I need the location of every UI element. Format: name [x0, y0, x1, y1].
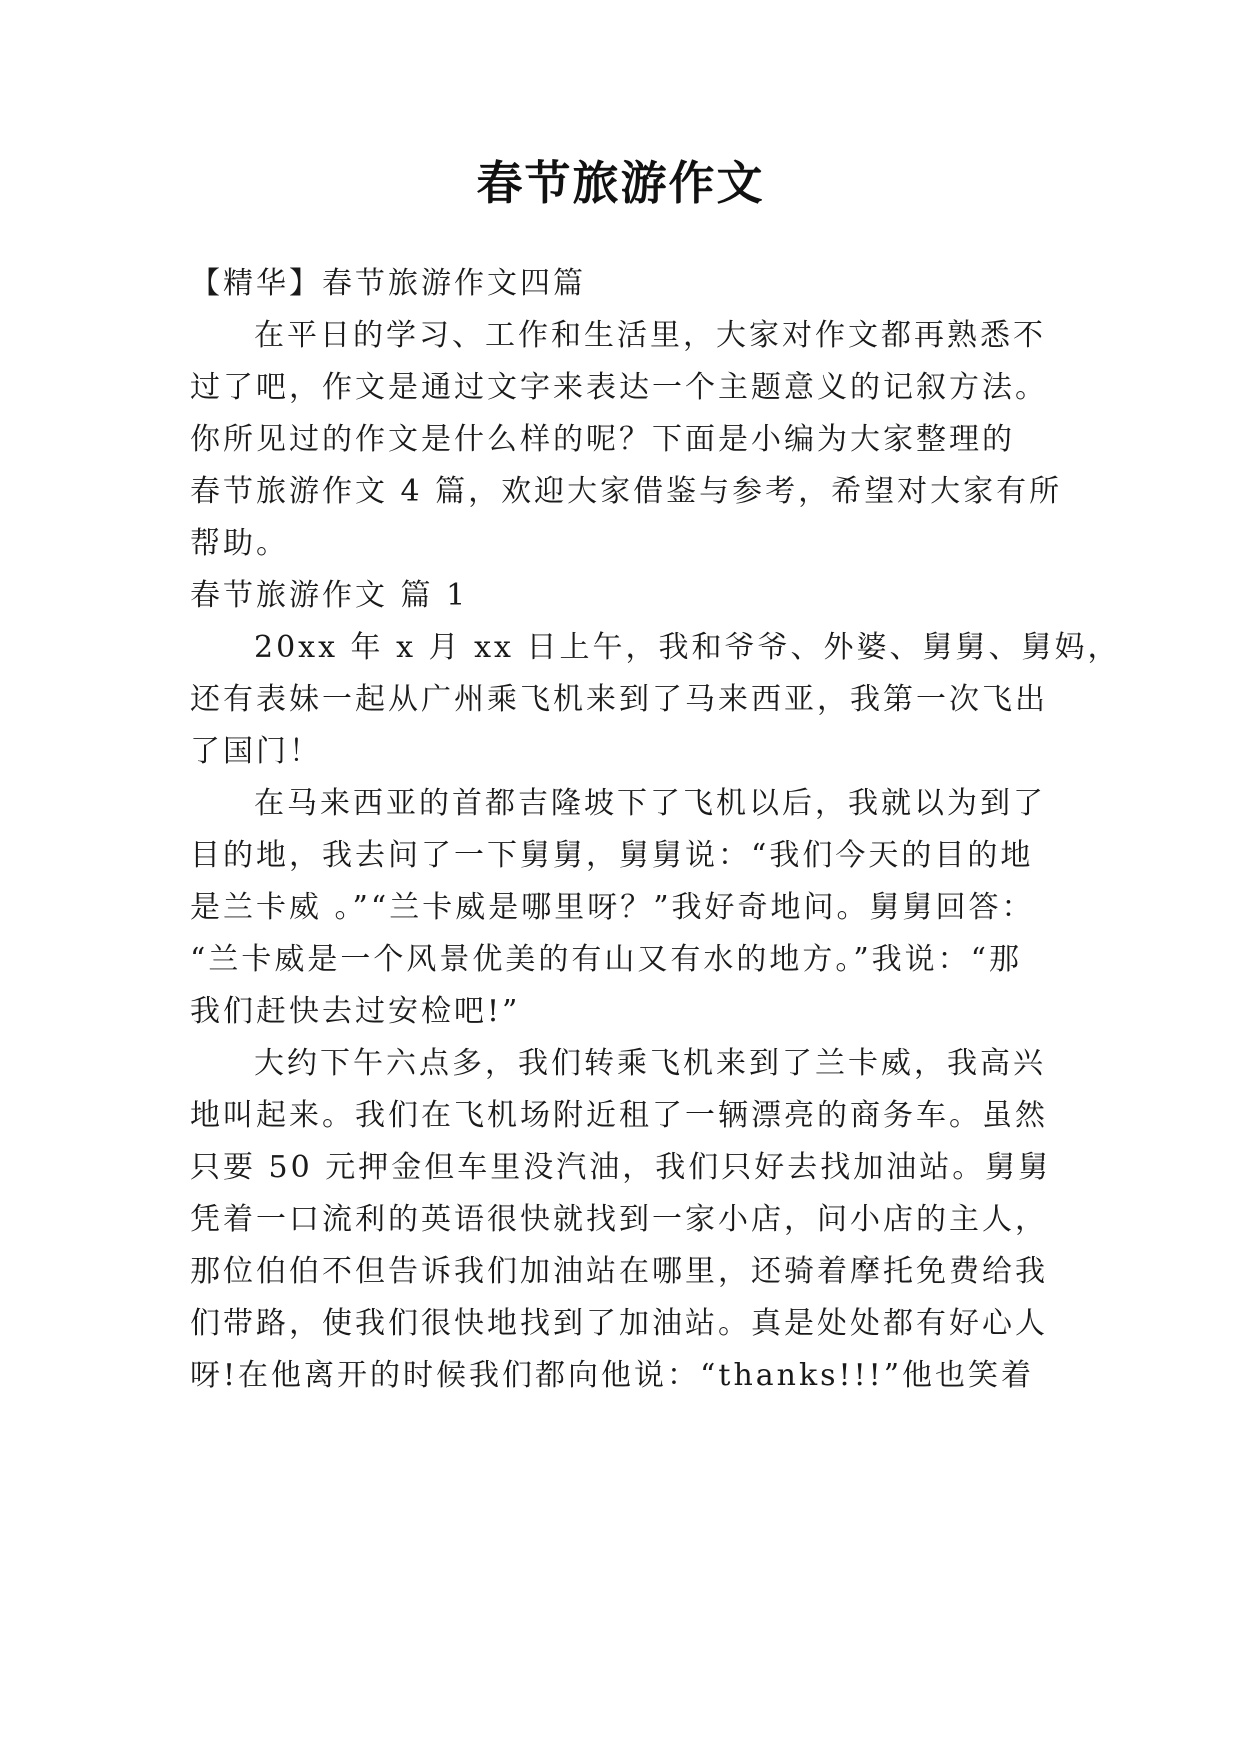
paragraph-line: 目的地，我去问了一下舅舅，舅舅说：“我们今天的目的地 [190, 838, 1034, 873]
paragraph-line: 只要 50 元押金但车里没汽油，我们只好去找加油站。舅舅 [190, 1150, 1052, 1185]
section-heading: 春节旅游作文 篇 1 [190, 578, 469, 613]
paragraph-line: 了国门！ [190, 734, 322, 769]
paragraph-line: 帮助。 [190, 526, 289, 561]
paragraph-line: 大约下午六点多，我们转乘飞机来到了兰卡威，我高兴 [254, 1046, 1046, 1081]
paragraph-line: 过了吧，作文是通过文字来表达一个主题意义的记叙方法。 [190, 370, 1048, 405]
paragraph-line: 20xx 年 x 月 xx 日上午，我和爷爷、外婆、舅舅、舅妈， [254, 630, 1121, 665]
paragraph-line: 们带路，使我们很快地找到了加油站。真是处处都有好心人 [190, 1306, 1048, 1341]
paragraph-line: 那位伯伯不但告诉我们加油站在哪里，还骑着摩托免费给我 [190, 1254, 1048, 1289]
paragraph-line: 你所见过的作文是什么样的呢？下面是小编为大家整理的 [190, 422, 1015, 457]
paragraph-line: 还有表妹一起从广州乘飞机来到了马来西亚，我第一次飞出 [190, 682, 1048, 717]
document-title: 春节旅游作文 [476, 156, 765, 210]
paragraph-line: 地叫起来。我们在飞机场附近租了一辆漂亮的商务车。虽然 [190, 1098, 1048, 1133]
paragraph-line: 呀!在他离开的时候我们都向他说：“thanks!!!”他也笑着 [190, 1358, 1035, 1393]
paragraph-line: “兰卡威是一个风景优美的有山又有水的地方。”我说：“那 [190, 942, 1023, 977]
paragraph-line: 是兰卡威 。”“兰卡威是哪里呀？”我好奇地问。舅舅回答： [190, 890, 1035, 925]
paragraph-line: 春节旅游作文 4 篇，欢迎大家借鉴与参考，希望对大家有所 [190, 474, 1063, 509]
paragraph-line: 我们赶快去过安检吧!” [190, 994, 521, 1029]
paragraph-line: 在马来西亚的首都吉隆坡下了飞机以后，我就以为到了 [254, 786, 1046, 821]
subtitle-line: 【精华】春节旅游作文四篇 [190, 266, 586, 301]
paragraph-line: 凭着一口流利的英语很快就找到一家小店，问小店的主人， [190, 1202, 1048, 1237]
paragraph-line: 在平日的学习、工作和生活里，大家对作文都再熟悉不 [254, 318, 1046, 353]
